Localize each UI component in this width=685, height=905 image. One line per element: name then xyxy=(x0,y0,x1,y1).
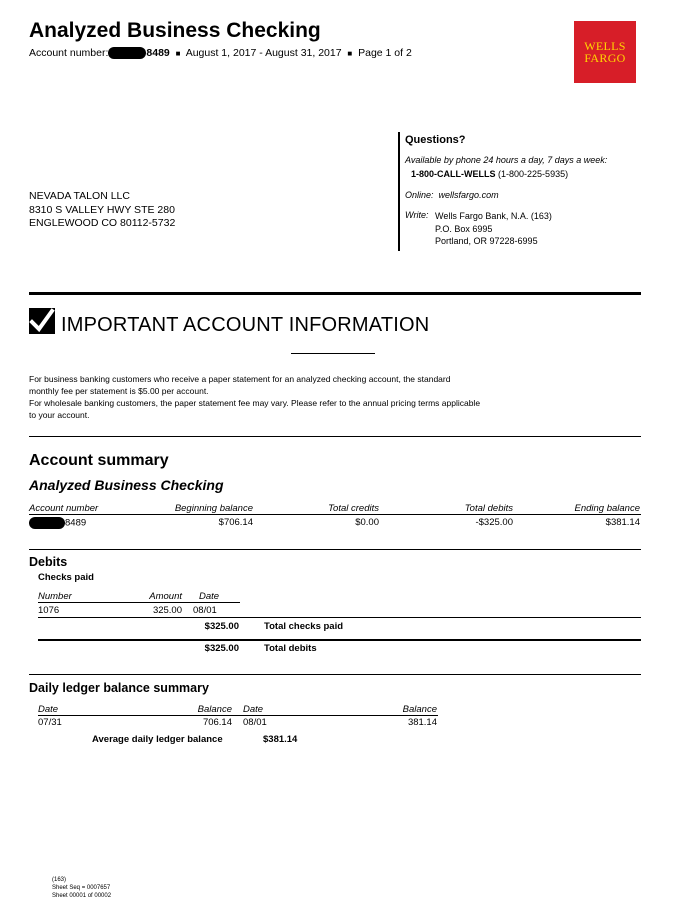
debits-col-number: Number xyxy=(38,591,72,602)
para1-line1: For business banking customers who receive a paper statement for an analyzed checking account, the standard xyxy=(29,374,451,384)
bullet-2: ■ xyxy=(347,49,353,58)
header-meta xyxy=(29,47,412,59)
questions-box xyxy=(405,134,645,248)
check-date: 08/01 xyxy=(193,605,217,616)
write-address xyxy=(435,210,552,248)
ledger-col-date-2: Date xyxy=(243,704,264,715)
logo-line-2: FARGO xyxy=(584,51,626,65)
summary-account: 8489 xyxy=(65,517,87,529)
online-line xyxy=(405,190,645,200)
section-rule-thick xyxy=(29,292,641,295)
avg-ledger-value: $381.14 xyxy=(263,734,298,745)
ledger-col-balance-2: Balance xyxy=(402,704,437,715)
debits-col-amount: Amount xyxy=(149,591,182,602)
debits-total-rule xyxy=(38,639,641,641)
summary-heading: Account summary xyxy=(29,452,169,469)
summary-ending: $381.14 xyxy=(605,517,640,528)
total-checks-amount: $325.00 xyxy=(204,621,239,632)
footer-line-1: (163) xyxy=(52,877,67,883)
questions-divider xyxy=(398,132,400,251)
ledger-date-1: 07/31 xyxy=(38,717,62,728)
address-line-1: NEVADA TALON LLC xyxy=(29,190,130,202)
write-block xyxy=(405,210,645,248)
address-line-3: ENGLEWOOD CO 80112-5732 xyxy=(29,217,176,229)
debits-col-date: Date xyxy=(199,591,220,602)
write-line-1: Wells Fargo Bank, N.A. (163) xyxy=(435,211,552,221)
statement-period: August 1, 2017 - August 31, 2017 xyxy=(185,47,342,59)
summary-col-credits: Total credits xyxy=(328,503,379,514)
summary-credits: $0.00 xyxy=(355,517,379,528)
footer-line-3: Sheet 00001 of 00002 xyxy=(52,893,112,899)
phone-line xyxy=(405,169,645,179)
mailing-address xyxy=(29,190,175,231)
logo-line-1: WELLS xyxy=(584,39,626,53)
online-link[interactable]: wellsfargo.com xyxy=(438,190,499,200)
redaction-mark xyxy=(29,517,65,529)
checks-paid-heading: Checks paid xyxy=(38,572,94,583)
section-rule-3 xyxy=(29,674,641,675)
checks-total-rule xyxy=(38,617,641,618)
account-label: Account number: xyxy=(29,47,109,59)
check-amount: 325.00 xyxy=(152,605,182,616)
footer-sheet-info xyxy=(52,876,111,900)
important-heading: IMPORTANT ACCOUNT INFORMATION xyxy=(61,314,430,336)
write-line-2: P.O. Box 6995 xyxy=(435,223,493,234)
summary-account-cell xyxy=(29,517,86,529)
summary-col-beginning: Beginning balance xyxy=(174,503,253,514)
total-debits-label: Total debits xyxy=(264,643,317,654)
write-label: Write: xyxy=(405,210,429,220)
ledger-heading: Daily ledger balance summary xyxy=(29,681,209,695)
address-line-2: 8310 S VALLEY HWY STE 280 xyxy=(29,203,175,216)
summary-subheading: Analyzed Business Checking xyxy=(29,477,224,493)
footer-line-2: Sheet Seq = 0007657 xyxy=(52,885,111,891)
ledger-balance-1: 706.14 xyxy=(202,717,232,728)
heading-underline xyxy=(291,353,375,354)
phone-name: 1-800-CALL-WELLS xyxy=(411,169,496,179)
statement-title: Analyzed Business Checking xyxy=(29,19,321,42)
important-paragraph xyxy=(29,373,480,421)
total-checks-label: Total checks paid xyxy=(264,621,344,632)
bullet-1: ■ xyxy=(175,49,181,58)
write-line-3: Portland, OR 97228-6995 xyxy=(435,236,538,246)
ledger-col-balance-1: Balance xyxy=(197,704,232,715)
phone-number: (1-800-225-5935) xyxy=(498,169,569,179)
summary-debits: -$325.00 xyxy=(475,517,513,528)
ledger-col-date-1: Date xyxy=(38,704,59,715)
total-debits-amount: $325.00 xyxy=(204,643,239,654)
redaction-mark xyxy=(108,47,146,59)
account-last4: 8489 xyxy=(146,47,170,59)
summary-col-account: Account number xyxy=(29,503,99,514)
wells-fargo-logo xyxy=(574,21,636,83)
para1-line2: monthly fee per statement is $5.00 per account. xyxy=(29,386,209,396)
section-rule-1 xyxy=(29,436,641,437)
para2-line1: For wholesale banking customers, the paper statement fee may vary. Please refer to the annual pricing terms applicable xyxy=(29,398,481,408)
para2-line2: to your account. xyxy=(29,410,90,420)
summary-beginning: $706.14 xyxy=(218,517,253,528)
section-rule-2 xyxy=(29,549,641,550)
summary-col-ending: Ending balance xyxy=(574,503,640,514)
debits-heading: Debits xyxy=(29,555,68,569)
avg-ledger-label: Average daily ledger balance xyxy=(92,734,223,745)
debits-header-rule xyxy=(38,602,240,603)
checkmark-icon xyxy=(29,308,55,334)
ledger-header-rule xyxy=(38,715,438,716)
summary-col-debits: Total debits xyxy=(464,503,513,514)
page-number: Page 1 of 2 xyxy=(358,47,412,59)
questions-title: Questions? xyxy=(405,134,466,146)
ledger-date-2: 08/01 xyxy=(243,717,267,728)
summary-header-rule xyxy=(29,514,641,515)
phone-intro: Available by phone 24 hours a day, 7 days a week: xyxy=(405,155,608,165)
online-label: Online: xyxy=(405,190,434,200)
check-number: 1076 xyxy=(38,605,60,616)
ledger-balance-2: 381.14 xyxy=(407,717,437,728)
